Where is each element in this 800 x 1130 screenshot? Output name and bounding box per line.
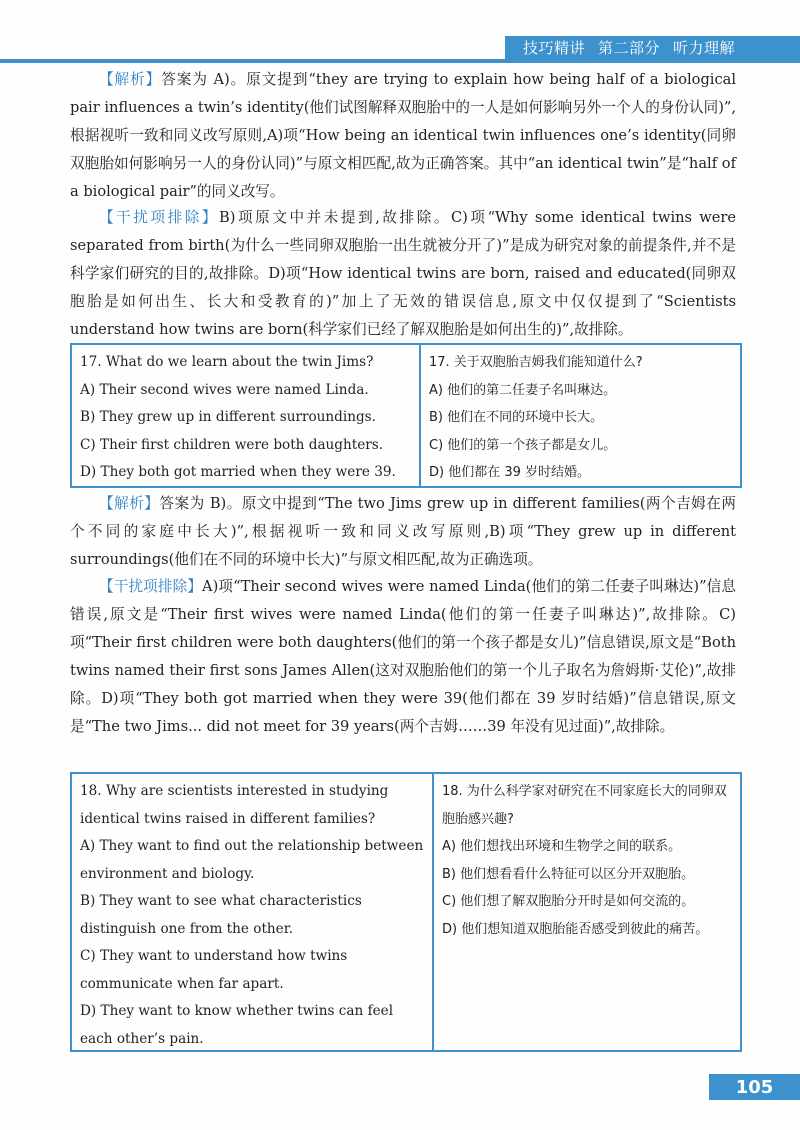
option-a-zh: A) 他们的第二任妻子名叫琳达。 [429,382,617,398]
question-stem: 18. Why are scientists interested in studying identical twins raised in different families? [80,783,389,827]
distractor-text: B)项原文中并未提到,故排除。C)项“Why some identical twins were separated from birth(为什么一些同卵双胞胎一出生就被分开了)”是成为研究对象的前提条件,并不是科学家们研究的目的,故排除。D)项“How identical twins are born, raised and educated(同卵双胞胎是如何出生、长大和受教育的)”加上了无效的错误信息,原文中仅仅提到了“Scientists understand how twins are born(科学家们已经了解双胞胎是如何出生的)”,故排除。 [70,209,736,338]
option-c: C) Their first children were both daughters. [80,436,384,453]
question-stem-zh: 17. 关于双胞胎吉姆我们能知道什么? [429,355,643,370]
distractor-paragraph-17 [70,573,736,741]
option-b: B) They want to see what characteristics distinguish one from the other. [80,893,362,937]
option-b-zh: B) 他们在不同的环境中长大。 [429,410,604,425]
analysis-text: 答案为 A)。原文提到“they are trying to explain how being half of a biological pair influences a twin’s identity(他们试图解释双胞胎中的一人是如何影响另外一个人的身份认同)”,根据视听一致和同义改写原则,A)项“How being an identical twin influences one’s identity(同卵双胞胎如何影响另一人的身份认同)”与原文相匹配,故为正确答案。其中“an identical twin”是“half of a biological pair”的同义改写。 [70,71,736,200]
option-c-zh: C) 他们的第一个孩子都是女儿。 [429,437,617,453]
header-divider [0,59,800,63]
question-stem: 17. What do we learn about the twin Jims? [80,354,374,370]
question-chinese-col [421,345,740,486]
question-box-18 [70,772,742,1052]
option-c-zh: C) 他们想了解双胞胎分开时是如何交流的。 [442,894,695,909]
option-d: D) They both got married when they were 39. [80,464,396,480]
question-box-17 [70,343,742,488]
distractor-text: A)项“Their second wives were named Linda(他们的第二任妻子叫琳达)”信息错误,原文是“Their first wives were named Linda(他们的第一任妻子叫琳达)”,故排除。C)项“Their first children were both daughters(他们的第一个孩子都是女儿)”信息错误,原文是“Both twins named their first sons James Allen(这对双胞胎他们的第一个儿子取名为詹姆斯·艾伦)”,故排除。D)项“They both got married when they were 39(他们都在 39 岁时结婚)”信息错误,原文是“The two Jims... did not meet for 39 years(两个吉姆……39 年没有见过面)”,故排除。 [70,578,736,735]
option-b: B) They grew up in different surroundings. [80,409,376,425]
option-a-zh: A) 他们想找出环境和生物学之间的联系。 [442,839,682,854]
section-header [505,36,800,59]
analysis-paragraph-17 [70,490,736,574]
distractor-paragraph-16 [70,204,736,344]
option-d-zh: D) 他们都在 39 岁时结婚。 [429,465,591,480]
question-chinese-col [434,774,740,1050]
question-stem-zh: 18. 为什么科学家对研究在不同家庭长大的同卵双胞胎感兴趣? [442,784,727,827]
question-english-col [72,774,434,1050]
option-a: A) Their second wives were named Linda. [80,381,369,398]
header-item-2: 第二部分 [598,39,661,57]
option-a: A) They want to find out the relationship between environment and biology. [80,838,424,882]
distractor-tag: 【干扰项排除】 [99,578,203,595]
option-c: C) They want to understand how twins communicate when far apart. [80,948,348,992]
page-number: 105 [709,1074,800,1100]
option-d: D) They want to know whether twins can feel each other’s pain. [80,1003,394,1047]
question-english-col [72,345,421,486]
option-b-zh: B) 他们想看看什么特征可以区分开双胞胎。 [442,866,695,882]
analysis-paragraph-16 [70,66,736,206]
analysis-text: 答案为 B)。原文中提到“The two Jims grew up in different families(两个吉姆在两个不同的家庭中长大)”,根据视听一致和同义改写原则,B)项“They grew up in different surroundings(他们在不同的环境中长大)”与原文相匹配,故为正确选项。 [70,495,736,568]
analysis-tag: 【解析】 [99,495,160,512]
header-item-3: 听力理解 [673,39,736,57]
analysis-tag: 【解析】 [99,71,162,88]
option-d-zh: D) 他们想知道双胞胎能否感受到彼此的痛苦。 [442,921,709,937]
distractor-tag: 【干扰项排除】 [99,209,220,226]
header-item-1: 技巧精讲 [523,39,586,57]
